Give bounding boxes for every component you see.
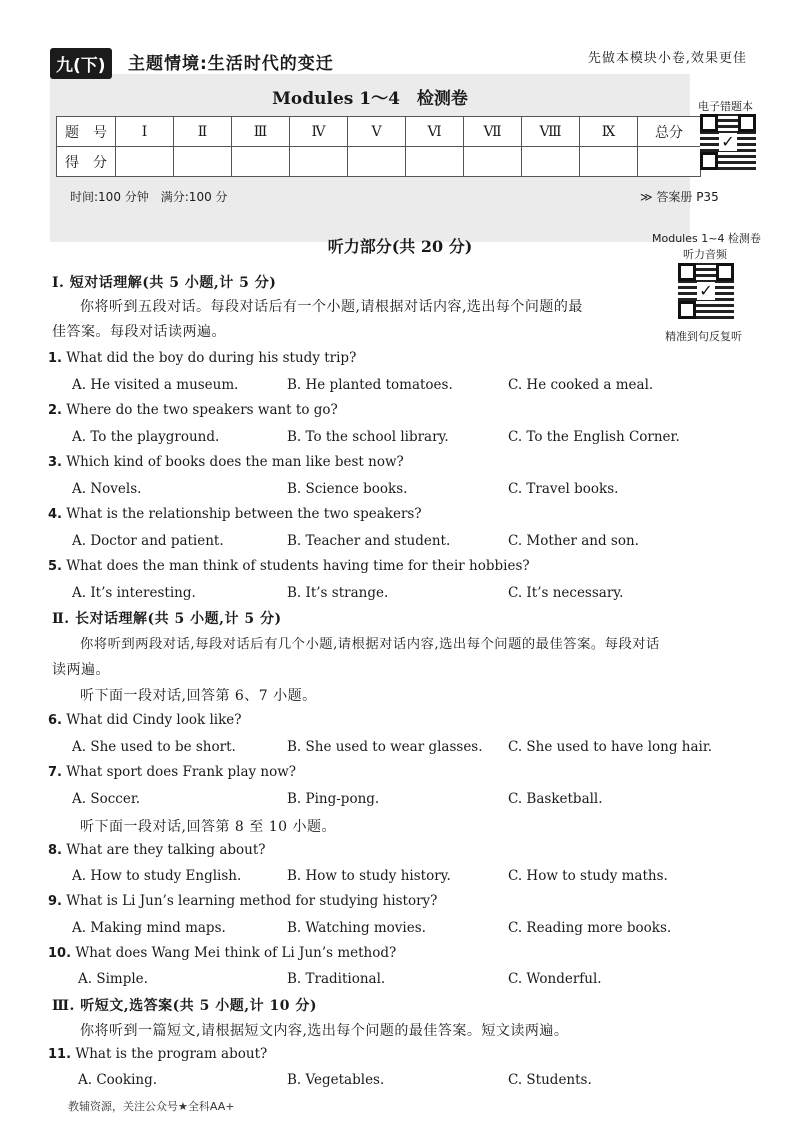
score-cell[interactable]: [406, 147, 464, 177]
question: [48, 712, 242, 728]
option-a[interactable]: A. Cooking.: [78, 1072, 158, 1088]
option-c[interactable]: C. It’s necessary.: [508, 585, 624, 601]
audio-label-2: 听力音频: [683, 248, 727, 261]
question: [48, 558, 530, 574]
option-b[interactable]: B. She used to wear glasses.: [287, 739, 483, 755]
question-text: Where do the two speakers want to go?: [66, 402, 338, 418]
option-b[interactable]: B. Ping-pong.: [287, 791, 380, 807]
col-header: 总分: [638, 117, 701, 147]
question-number: 6.: [48, 713, 62, 728]
part2-heading: Ⅱ. 长对话理解(共 5 小题,计 5 分): [52, 611, 282, 627]
part2-instruction-2: 读两遍。: [52, 662, 110, 678]
part1-heading: Ⅰ. 短对话理解(共 5 小题,计 5 分): [52, 275, 277, 291]
question-text: What is the relationship between the two speakers?: [66, 506, 422, 522]
option-b[interactable]: B. Vegetables.: [287, 1072, 385, 1088]
option-c[interactable]: C. Travel books.: [508, 481, 619, 497]
part3-instruction: 你将听到一篇短文,请根据短文内容,选出每个问题的最佳答案。短文读两遍。: [80, 1023, 569, 1039]
option-a[interactable]: A. It’s interesting.: [72, 585, 196, 601]
score-cell[interactable]: [522, 147, 580, 177]
question: [48, 945, 396, 961]
question-text: What are they talking about?: [66, 842, 266, 858]
time-info: 时间:100 分钟 满分:100 分: [70, 190, 228, 204]
score-cell[interactable]: [116, 147, 174, 177]
col-header: Ⅶ: [464, 117, 522, 147]
option-c[interactable]: C. Reading more books.: [508, 920, 672, 936]
part2-sub-instruction: 听下面一段对话,回答第 6、7 小题。: [80, 688, 317, 704]
part1-instruction-2: 佳答案。每段对话读两遍。: [52, 324, 226, 340]
question-number: 10.: [48, 946, 72, 961]
score-cell[interactable]: [638, 147, 701, 177]
question-number: 1.: [48, 351, 62, 366]
question: [48, 893, 437, 909]
question: [48, 1046, 267, 1062]
option-b[interactable]: B. Science books.: [287, 481, 408, 497]
study-tip: 先做本模块小卷,效果更佳: [587, 51, 747, 66]
answer-reference: ≫ 答案册 P35: [640, 190, 719, 204]
col-header: Ⅸ: [580, 117, 638, 147]
row-label: 题 号: [57, 117, 116, 147]
qr-label: 电子错题本: [698, 100, 753, 113]
question-text: What did Cindy look like?: [66, 712, 242, 728]
theme-title: 主题情境:生活时代的变迁: [128, 54, 334, 74]
question-number: 8.: [48, 843, 62, 858]
part3-heading: Ⅲ. 听短文,选答案(共 5 小题,计 10 分): [52, 998, 318, 1014]
question: [48, 842, 266, 858]
score-cell[interactable]: [290, 147, 348, 177]
score-cell[interactable]: [348, 147, 406, 177]
option-b[interactable]: B. He planted tomatoes.: [287, 377, 453, 393]
col-header: Ⅷ: [522, 117, 580, 147]
option-c[interactable]: C. She used to have long hair.: [508, 739, 713, 755]
option-c[interactable]: C. Mother and son.: [508, 533, 639, 549]
col-header: Ⅳ: [290, 117, 348, 147]
audio-label-3: 精准到句反复听: [665, 330, 742, 343]
option-b[interactable]: B. Watching movies.: [287, 920, 426, 936]
question-text: What is Li Jun’s learning method for studying history?: [66, 893, 438, 909]
part2-sub-instruction-2: 听下面一段对话,回答第 8 至 10 小题。: [80, 819, 336, 835]
score-cell[interactable]: [580, 147, 638, 177]
audio-label: Modules 1~4 检测卷: [652, 232, 761, 245]
score-cell[interactable]: [464, 147, 522, 177]
score-table-row-score: [57, 147, 701, 177]
option-c[interactable]: C. He cooked a meal.: [508, 377, 654, 393]
option-a[interactable]: A. Soccer.: [72, 791, 141, 807]
question-number: 9.: [48, 894, 62, 909]
col-header: Ⅱ: [174, 117, 232, 147]
col-header: Ⅵ: [406, 117, 464, 147]
audio-qr-icon[interactable]: [678, 263, 734, 319]
option-a[interactable]: A. How to study English.: [72, 868, 242, 884]
question-number: 5.: [48, 559, 62, 574]
question-text: What did the boy do during his study trip?: [66, 350, 357, 366]
part1-instruction: 你将听到五段对话。每段对话后有一个小题,请根据对话内容,选出每个问题的最: [80, 299, 583, 315]
col-header: Ⅲ: [232, 117, 290, 147]
score-cell[interactable]: [174, 147, 232, 177]
option-b[interactable]: B. Teacher and student.: [287, 533, 451, 549]
question-text: What sport does Frank play now?: [66, 764, 297, 780]
question-text: Which kind of books does the man like best now?: [66, 454, 404, 470]
question-text: What does the man think of students having time for their hobbies?: [66, 558, 530, 574]
question-number: 11.: [48, 1047, 72, 1062]
option-b[interactable]: B. How to study history.: [287, 868, 451, 884]
option-a[interactable]: A. Doctor and patient.: [72, 533, 224, 549]
option-c[interactable]: C. Wonderful.: [508, 971, 602, 987]
question-number: 3.: [48, 455, 62, 470]
col-header: Ⅴ: [348, 117, 406, 147]
score-table: [56, 116, 701, 177]
option-c[interactable]: C. Basketball.: [508, 791, 603, 807]
option-a[interactable]: A. She used to be short.: [72, 739, 236, 755]
question: [48, 506, 422, 522]
question-text: What does Wang Mei think of Li Jun’s method?: [75, 945, 397, 961]
option-c[interactable]: C. How to study maths.: [508, 868, 668, 884]
exam-title: Modules 1～4 检测卷: [272, 89, 468, 109]
option-a[interactable]: A. Novels.: [72, 481, 142, 497]
option-b[interactable]: B. To the school library.: [287, 429, 449, 445]
option-b[interactable]: B. It’s strange.: [287, 585, 389, 601]
question-number: 4.: [48, 507, 62, 522]
question: [48, 350, 356, 366]
question: [48, 454, 404, 470]
question-number: 2.: [48, 403, 62, 418]
option-a[interactable]: A. Simple.: [78, 971, 148, 987]
option-a[interactable]: A. To the playground.: [72, 429, 220, 445]
option-b[interactable]: B. Traditional.: [287, 971, 386, 987]
question-text: What is the program about?: [75, 1046, 268, 1062]
bottom-note: 教辅资源，关注公众号★全科AA+: [68, 1100, 235, 1113]
grade-badge: 九(下): [50, 48, 112, 79]
question: [48, 764, 296, 780]
option-c[interactable]: C. Students.: [508, 1072, 592, 1088]
part2-instruction: 你将听到两段对话,每段对话后有几个小题,请根据对话内容,选出每个问题的最佳答案。每段对话: [80, 637, 660, 652]
row-label: 得 分: [57, 147, 116, 177]
listening-title: 听力部分(共 20 分): [327, 237, 473, 256]
col-header: Ⅰ: [116, 117, 174, 147]
question: [48, 402, 338, 418]
error-book-qr-icon[interactable]: [700, 114, 756, 170]
option-a[interactable]: A. He visited a museum.: [72, 377, 239, 393]
score-table-row-number: [57, 117, 701, 147]
question-number: 7.: [48, 765, 62, 780]
option-a[interactable]: A. Making mind maps.: [72, 920, 226, 936]
score-cell[interactable]: [232, 147, 290, 177]
option-c[interactable]: C. To the English Corner.: [508, 429, 680, 445]
